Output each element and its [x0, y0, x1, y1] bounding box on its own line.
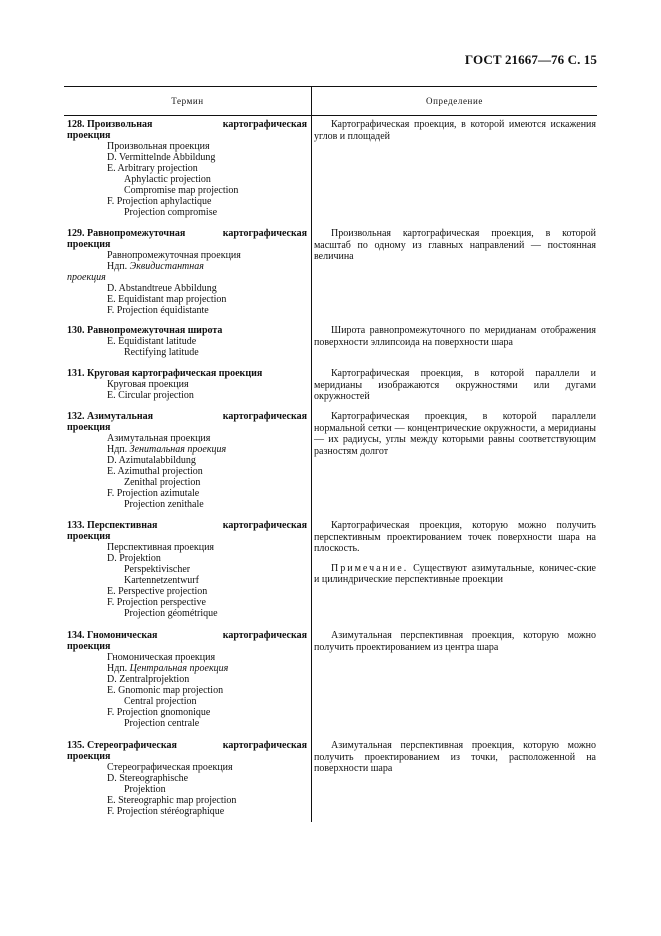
- synonym-text: D. Vermittelnde Abbildung: [107, 152, 216, 163]
- synonym-text: D. Zentralprojektion: [107, 674, 190, 685]
- synonym-text: Ндп.: [107, 261, 130, 272]
- term-name-word: Произвольная: [87, 119, 153, 130]
- definition-cell: [314, 630, 596, 653]
- term-title: [67, 119, 307, 130]
- term-cell: [67, 740, 307, 817]
- term-name-word: Гномоническая: [87, 630, 158, 641]
- synonym-line: [67, 250, 307, 261]
- synonym-text: Ндп.: [107, 444, 130, 455]
- synonym-line: [67, 488, 307, 499]
- column-divider: [311, 86, 312, 822]
- term-name: Круговая картографическая проекция: [87, 368, 263, 379]
- synonym-text: Перспективная проекция: [107, 542, 215, 553]
- synonym-text: Rectifying latitude: [124, 347, 199, 358]
- definition-text: Картографическая проекция, которую можно получить перспективным проектированием точек поверхности шара на плоскость.: [314, 520, 596, 554]
- synonym-line: [67, 196, 307, 207]
- synonym-line: [67, 707, 307, 718]
- synonym-line: [67, 294, 307, 305]
- definition-text: Азимутальная перспективная проекция, которую можно получить проектированием из точки, расположенной на поверхности шара: [314, 740, 596, 774]
- term-title: [67, 325, 307, 336]
- synonym-line: [67, 553, 307, 564]
- synonym-line: [67, 444, 307, 455]
- definition-text: Картографическая проекция, в которой имеются искажения углов и площадей: [314, 119, 596, 142]
- term-name-head: [67, 630, 157, 641]
- page-header: ГОСТ 21667—76 С. 15: [464, 52, 597, 67]
- term-name-head: [67, 411, 153, 422]
- synonym-text: Compromise map projection: [124, 185, 239, 196]
- term-cell: [67, 368, 307, 401]
- synonym-line: [67, 795, 307, 806]
- synonym-line: [67, 379, 307, 390]
- synonym-line: [67, 163, 307, 174]
- synonym-text: Projection compromise: [124, 207, 218, 218]
- deprecated-term: Центральная проекция: [129, 663, 229, 674]
- synonym-line: [67, 773, 307, 784]
- definition-cell: [314, 411, 596, 457]
- synonym-line: [67, 575, 307, 586]
- term-cell: [67, 325, 307, 358]
- table-header-rule: [64, 115, 597, 116]
- synonym-line: [67, 433, 307, 444]
- synonym-line: [67, 174, 307, 185]
- definition-cell: [314, 740, 596, 775]
- term-number: 128.: [67, 119, 85, 130]
- definition-cell: [314, 119, 596, 142]
- synonym-line: [67, 455, 307, 466]
- synonym-line: [67, 499, 307, 510]
- definition-text: Азимутальная перспективная проекция, которую можно получить проектированием из центра шара: [314, 630, 596, 653]
- synonym-line: [67, 608, 307, 619]
- term-title: [67, 411, 307, 422]
- synonym-text: D. Abstandtreue Abbildung: [107, 283, 217, 294]
- term-name-tail: картографическая: [222, 630, 307, 641]
- synonym-line: [67, 696, 307, 707]
- definition-text: Произвольная картографическая проекция, в которой масштаб по одному из главных направлений — постоянная величина: [314, 228, 596, 262]
- definition-note: [314, 563, 596, 586]
- synonym-text: Projection centrale: [124, 718, 200, 729]
- term-name-word: Стереографическая: [87, 740, 177, 751]
- deprecated-term: Эквидистантная: [129, 261, 204, 272]
- synonym-text: Projection zenithale: [124, 499, 204, 510]
- synonym-text: E. Equidistant map projection: [107, 294, 227, 305]
- synonym-line: [67, 466, 307, 477]
- synonym-line: [67, 674, 307, 685]
- term-title: [67, 740, 307, 751]
- definition-cell: [314, 368, 596, 403]
- term-name-word: Перспективная: [87, 520, 158, 531]
- table-top-rule: [64, 86, 597, 87]
- synonym-text: E. Stereographic map projection: [107, 795, 237, 806]
- term-title: [67, 228, 307, 239]
- synonym-text: E. Equidistant latitude: [107, 336, 197, 347]
- synonym-line: [67, 477, 307, 488]
- synonym-line: [67, 347, 307, 358]
- definition-text: Картографическая проекция, в которой параллели и меридианы изображаются окружностями или дугами окружностей: [314, 368, 596, 402]
- term-number: 130.: [67, 325, 85, 336]
- synonym-text: Азимутальная проекция: [107, 433, 211, 444]
- term-name-continuation: проекция: [67, 239, 111, 250]
- term-name-tail: картографическая: [222, 740, 307, 751]
- synonym-line: [67, 542, 307, 553]
- synonym-line: [67, 652, 307, 663]
- synonym-text: Стереографическая проекция: [107, 762, 233, 773]
- term-cell: [67, 228, 307, 316]
- term-name-tail: картографическая: [222, 520, 307, 531]
- synonym-text: F. Projection aphylactique: [107, 196, 212, 207]
- column-header-term: Термин: [171, 96, 204, 106]
- synonym-line: [67, 597, 307, 608]
- synonym-line: [67, 261, 307, 272]
- synonym-text: Perspektivischer: [124, 564, 191, 575]
- synonym-text: E. Gnomonic map projection: [107, 685, 224, 696]
- synonym-text: Ндп.: [107, 663, 130, 674]
- term-name-continuation: проекция: [67, 531, 111, 542]
- definition-cell: [314, 520, 596, 586]
- synonym-text: E. Circular projection: [107, 390, 194, 401]
- synonym-text: Kartennetzentwurf: [124, 575, 199, 586]
- synonym-text: Гномоническая проекция: [107, 652, 216, 663]
- synonym-line: [67, 806, 307, 817]
- term-name-continuation: проекция: [67, 130, 111, 141]
- synonym-line: [67, 390, 307, 401]
- term-number: 133.: [67, 520, 85, 531]
- term-cell: [67, 520, 307, 619]
- term-number: 134.: [67, 630, 85, 641]
- synonym-line: [67, 283, 307, 294]
- synonym-text: E. Perspective projection: [107, 586, 208, 597]
- synonym-text: D. Stereographische: [107, 773, 189, 784]
- term-name-head: [67, 228, 185, 239]
- synonym-line: [67, 152, 307, 163]
- term-title: [67, 630, 307, 641]
- term-name-continuation: проекция: [67, 641, 111, 652]
- term-number: 129.: [67, 228, 85, 239]
- term-number: 131.: [67, 368, 85, 379]
- synonym-text: F. Projection équidistante: [107, 305, 209, 316]
- synonym-text: D. Projektion: [107, 553, 161, 564]
- synonym-line: [67, 305, 307, 316]
- term-name-head: [67, 119, 152, 130]
- term-number: 135.: [67, 740, 85, 751]
- synonym-text: Projection géométrique: [124, 608, 218, 619]
- synonym-text: Central projection: [124, 696, 197, 707]
- synonym-text: E. Azimuthal projection: [107, 466, 203, 477]
- synonym-line: [67, 141, 307, 152]
- synonym-line: [67, 564, 307, 575]
- term-name-word: Азимутальная: [87, 411, 154, 422]
- synonym-line: [67, 185, 307, 196]
- term-cell: [67, 411, 307, 510]
- synonym-line: [67, 685, 307, 696]
- term-name-tail: картографическая: [222, 119, 307, 130]
- term-name-head: [67, 740, 177, 751]
- synonym-line: [67, 762, 307, 773]
- synonym-text: Произвольная проекция: [107, 141, 210, 152]
- term-title: [67, 368, 307, 379]
- deprecated-term: Зенитальная проекция: [129, 444, 227, 455]
- note-text: Существуют азимутальные, коничес-ские и цилиндрические перспективные проекции: [314, 562, 596, 585]
- synonym-text: F. Projection azimutale: [107, 488, 200, 499]
- term-name-word: Равнопромежуточная: [87, 228, 186, 239]
- definition-text: Широта равнопромежуточного по меридианам отображения поверхности эллипсоида на поверхности шара: [314, 325, 596, 348]
- synonym-line: [67, 272, 307, 283]
- deprecated-term: проекция: [67, 272, 106, 283]
- synonym-text: Aphylactic projection: [124, 174, 211, 185]
- term-number: 132.: [67, 411, 85, 422]
- synonym-line: [67, 784, 307, 795]
- synonym-line: [67, 207, 307, 218]
- synonym-text: E. Arbitrary projection: [107, 163, 198, 174]
- definition-cell: [314, 228, 596, 263]
- term-name: Равнопромежуточная широта: [87, 325, 223, 336]
- column-header-definition: Определение: [426, 96, 483, 106]
- synonym-text: F. Projection gnomonique: [107, 707, 211, 718]
- term-cell: [67, 630, 307, 729]
- synonym-line: [67, 718, 307, 729]
- term-name-head: [67, 520, 157, 531]
- term-name-continuation: проекция: [67, 751, 111, 762]
- term-name-tail: картографическая: [222, 411, 307, 422]
- definition-cell: [314, 325, 596, 348]
- synonym-line: [67, 586, 307, 597]
- synonym-text: Projektion: [124, 784, 166, 795]
- synonym-text: D. Azimutalabbildung: [107, 455, 196, 466]
- term-name-tail: картографическая: [222, 228, 307, 239]
- synonym-text: F. Projection stéréographique: [107, 806, 225, 817]
- term-title: [67, 520, 307, 531]
- synonym-text: Круговая проекция: [107, 379, 189, 390]
- definition-text: Картографическая проекция, в которой параллели нормальной сетки — концентрические окружности, а меридианы — их радиусы, углы между которыми равны соответствующим разностям долгот: [314, 411, 596, 457]
- synonym-text: F. Projection perspective: [107, 597, 206, 608]
- synonym-line: [67, 336, 307, 347]
- term-name-continuation: проекция: [67, 422, 111, 433]
- term-cell: [67, 119, 307, 218]
- synonym-line: [67, 663, 307, 674]
- note-label: Примечание.: [331, 562, 409, 574]
- synonym-text: Zenithal projection: [124, 477, 201, 488]
- synonym-text: Равнопромежуточная проекция: [107, 250, 241, 261]
